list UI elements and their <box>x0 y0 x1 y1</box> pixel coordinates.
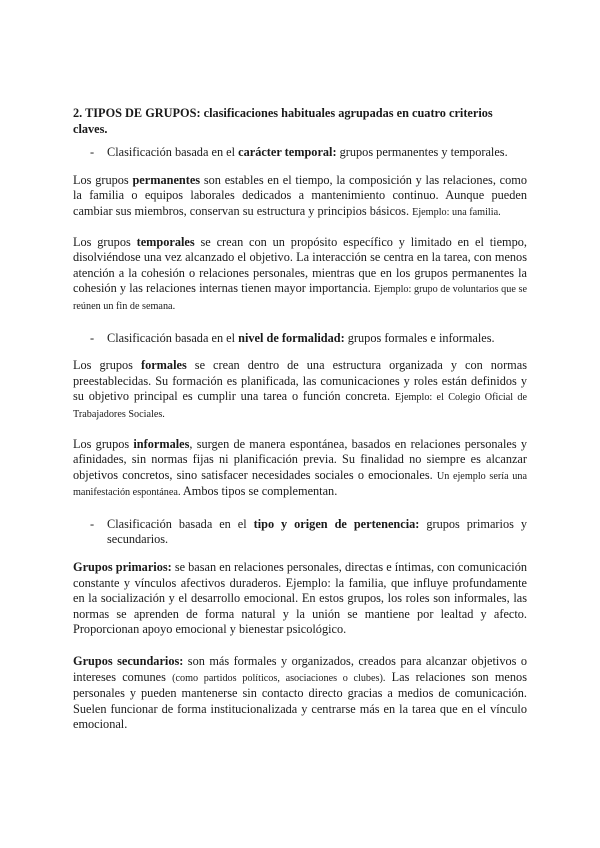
paragraph-text: Los grupos <box>73 358 141 373</box>
paragraph-text: se crean dentro de una estructura organizada y con normas preestablecidas. Su formación es planificada, las comunicaciones y roles están definidos y su objetivo principal es cumplir una tarea o función concreta. <box>73 358 527 404</box>
bullet-post: grupos primarios y secundarios. <box>107 516 527 547</box>
paragraph-example: Ejemplo: el Colegio Oficial de Trabajadores Sociales. <box>73 392 527 420</box>
paragraph-text: que influye profundamente en la socialización y el desarrollo emocional. En estos grupos, los roles son informales, las normas se aprenden de forma natural y la unión se mantiene por lealtad y afecto. Proporcionan apoyo emocional y bienestar psicológico. <box>73 575 527 637</box>
paragraph-example: Ejemplo: la familia, <box>285 575 387 590</box>
bullet-pre: Clasificación basada en el <box>107 516 254 531</box>
paragraph-temporales <box>73 235 527 315</box>
heading-number: 2. TIPOS DE GRUPOS: <box>73 106 201 120</box>
bullet-bold: carácter temporal: <box>238 145 337 160</box>
paragraph-term: Grupos secundarios: <box>73 654 184 669</box>
bullet-post: grupos permanentes y temporales. <box>336 145 508 160</box>
paragraph-formales <box>73 358 527 422</box>
bullet-post: grupos formales e informales. <box>344 330 495 345</box>
bullet-tipo-origen <box>73 517 527 548</box>
paragraph-text: son estables en el tiempo, la composición y las relaciones, como la familia o equipos laborales dedicados a mantenimiento continuo. Aunque pueden cambiar sus miembros, conservan su estructura y principios básicos. <box>73 172 527 218</box>
paragraph-example: (como partidos políticos, asociaciones o clubes). <box>172 672 386 684</box>
paragraph-text: Los grupos <box>73 436 134 451</box>
heading-text: clasificaciones habituales agrupadas en cuatro criterios claves. <box>73 106 493 136</box>
bullet-pre: Clasificación basada en el <box>107 145 239 160</box>
bullet-dash: - <box>90 516 95 531</box>
bullet-caracter-temporal <box>73 145 527 161</box>
section-heading <box>73 106 527 137</box>
paragraph-term: informales <box>133 436 190 451</box>
paragraph-text: se crean con un propósito específico y limitado en el tiempo, disolviéndose una vez alcanzado el objetivo. La interacción se centra en la tarea, con menos atención a la cohesión o relaciones personales, mientras que en los grupos permanentes la cohesión y las relaciones internas tienen mayor importancia. <box>73 234 527 296</box>
bullet-nivel-formalidad <box>73 331 527 347</box>
paragraph-term: formales <box>140 358 187 373</box>
paragraph-term: Grupos primarios: <box>73 560 172 575</box>
paragraph-text: Los grupos <box>73 234 137 249</box>
paragraph-example: Ejemplo: grupo de voluntarios que se reúnen un fin de semana. <box>73 284 528 312</box>
paragraph-text: son más formales y organizados, creados para alcanzar objetivos o intereses comunes <box>73 654 528 684</box>
paragraph-primarios <box>73 560 527 638</box>
paragraph-text: Ambos tipos se complementan. <box>180 484 338 499</box>
paragraph-text: Los grupos <box>73 172 133 187</box>
paragraph-example: Ejemplo: una familia. <box>412 206 501 218</box>
paragraph-example: Un ejemplo sería una manifestación espontánea. <box>73 470 527 499</box>
paragraph-term: permanentes <box>132 172 201 187</box>
paragraph-permanentes <box>73 173 527 221</box>
bullet-bold: tipo y origen de pertenencia: <box>253 516 420 531</box>
paragraph-text: Las relaciones son menos personales y pueden mantenerse sin contacto directo gracias a medios de comunicación. Suelen funcionar de forma institucionalizada y centrarse más en la tarea que en el vínculo emocional. <box>73 669 527 732</box>
bullet-bold: nivel de formalidad: <box>238 330 345 345</box>
bullet-dash: - <box>90 145 95 160</box>
paragraph-term: temporales <box>136 234 195 249</box>
paragraph-informales <box>73 437 527 501</box>
paragraph-text: se basan en relaciones personales, directas e íntimas, con comunicación constante y vínculos afectivos duraderos. <box>73 560 527 590</box>
paragraph-secundarios <box>73 654 527 733</box>
bullet-dash: - <box>90 330 95 345</box>
paragraph-text: , surgen de manera espontánea, basados en relaciones personales y afinidades, sin normas fijas ni planificación previa. Su finalidad no siempre es alcanzar objetivos concretos, sino satisfacer necesidades sociales o emocionales. <box>73 436 527 482</box>
bullet-pre: Clasificación basada en el <box>107 330 239 345</box>
